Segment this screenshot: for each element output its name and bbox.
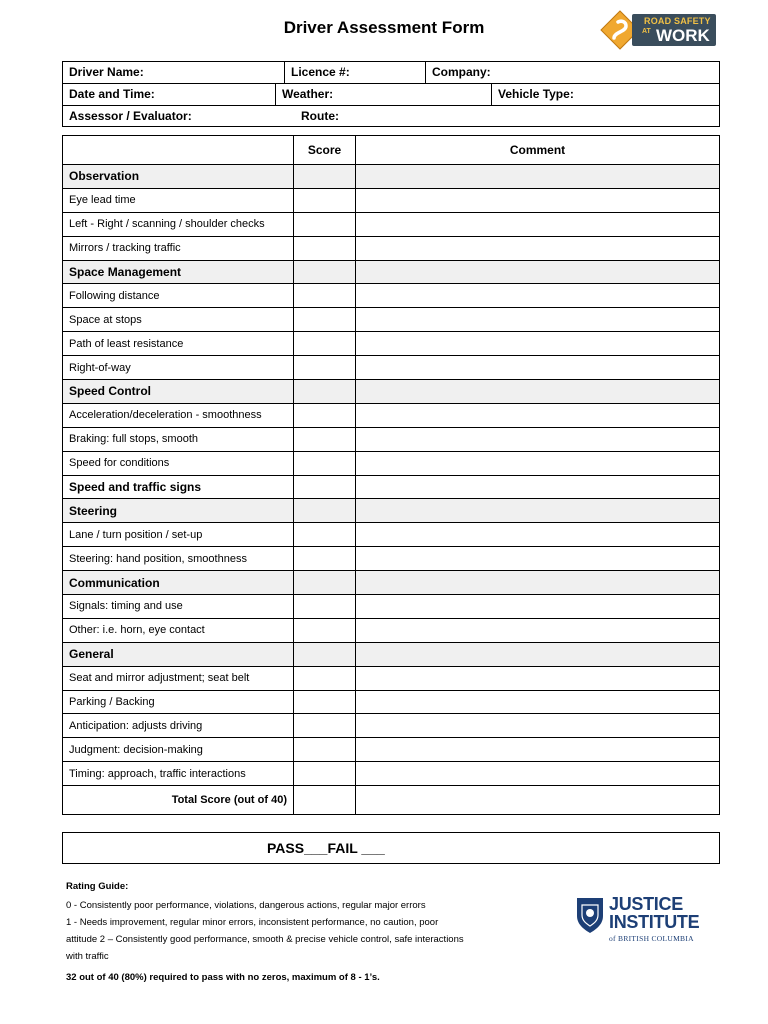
criteria-row — [63, 403, 720, 427]
section-label: Communication — [63, 571, 294, 595]
header-criteria — [63, 136, 294, 165]
assessment-table — [62, 135, 720, 815]
comment-cell[interactable] — [356, 236, 720, 260]
logo-text-bc: of BRITISH COLUMBIA — [609, 934, 694, 943]
criteria-label: Timing: approach, traffic interactions — [63, 762, 294, 786]
vehicle-type-field[interactable]: Vehicle Type: — [491, 84, 721, 105]
page-title: Driver Assessment Form — [283, 18, 485, 37]
criteria-label: Space at stops — [63, 308, 294, 332]
total-score-label: Total Score (out of 40) — [63, 786, 294, 815]
score-cell[interactable] — [294, 475, 356, 499]
rating-guide-line: attitude 2 – Consistently good performance, smooth & precise vehicle control, safe interactions — [66, 934, 464, 945]
criteria-row — [63, 714, 720, 738]
weather-field[interactable]: Weather: — [275, 84, 491, 105]
comment-cell[interactable] — [356, 738, 720, 762]
driver-info-box — [62, 61, 720, 127]
criteria-label: Following distance — [63, 284, 294, 308]
comment-cell[interactable] — [356, 403, 720, 427]
comment-cell — [356, 642, 720, 666]
info-row-1 — [63, 62, 719, 84]
criteria-label: Other: i.e. horn, eye contact — [63, 618, 294, 642]
criteria-label: Anticipation: adjusts driving — [63, 714, 294, 738]
score-cell[interactable] — [294, 738, 356, 762]
criteria-label: Parking / Backing — [63, 690, 294, 714]
score-cell[interactable] — [294, 714, 356, 738]
comment-cell[interactable] — [356, 356, 720, 380]
criteria-row — [63, 618, 720, 642]
comment-cell[interactable] — [356, 762, 720, 786]
section-label: General — [63, 642, 294, 666]
criteria-label: Path of least resistance — [63, 332, 294, 356]
criteria-label: Lane / turn position / set-up — [63, 523, 294, 547]
comment-cell[interactable] — [356, 308, 720, 332]
criteria-row — [63, 188, 720, 212]
comment-cell[interactable] — [356, 188, 720, 212]
comment-cell[interactable] — [356, 690, 720, 714]
rating-guide — [66, 878, 516, 986]
comment-cell[interactable] — [356, 284, 720, 308]
pass-requirement: 32 out of 40 (80%) required to pass with no zeros, maximum of 8 - 1’s. — [66, 972, 380, 983]
criteria-label: Signals: timing and use — [63, 595, 294, 619]
logo-text-at: AT — [642, 28, 651, 35]
score-cell[interactable] — [294, 403, 356, 427]
score-cell[interactable] — [294, 427, 356, 451]
criteria-row — [63, 475, 720, 499]
score-cell[interactable] — [294, 595, 356, 619]
section-label: Space Management — [63, 260, 294, 284]
criteria-row — [63, 690, 720, 714]
criteria-row — [63, 308, 720, 332]
score-cell[interactable] — [294, 618, 356, 642]
criteria-label: Right-of-way — [63, 356, 294, 380]
comment-cell[interactable] — [356, 714, 720, 738]
section-row — [63, 380, 720, 404]
comment-cell[interactable] — [356, 618, 720, 642]
logo-text-work: WORK — [656, 26, 710, 45]
justice-institute-logo — [575, 894, 707, 946]
criteria-label: Eye lead time — [63, 188, 294, 212]
table-header-row — [63, 136, 720, 165]
score-cell[interactable] — [294, 690, 356, 714]
rating-guide-line: with traffic — [66, 951, 109, 962]
pass-fail-text[interactable]: PASS___FAIL ___ — [267, 840, 385, 856]
criteria-row — [63, 356, 720, 380]
score-cell[interactable] — [294, 666, 356, 690]
score-cell[interactable] — [294, 284, 356, 308]
criteria-row — [63, 451, 720, 475]
criteria-row — [63, 595, 720, 619]
assessor-field[interactable]: Assessor / Evaluator: — [69, 109, 192, 123]
comment-cell[interactable] — [356, 595, 720, 619]
criteria-row — [63, 547, 720, 571]
score-cell[interactable] — [294, 308, 356, 332]
date-time-field[interactable]: Date and Time: — [69, 87, 155, 101]
score-cell[interactable] — [294, 762, 356, 786]
score-cell — [294, 260, 356, 284]
rating-guide-line: 0 - Consistently poor performance, violations, dangerous actions, regular major errors — [66, 900, 426, 911]
criteria-row — [63, 236, 720, 260]
score-cell[interactable] — [294, 356, 356, 380]
criteria-row — [63, 332, 720, 356]
logo-text-justice: JUSTICE — [609, 894, 683, 914]
score-cell[interactable] — [294, 188, 356, 212]
info-row-3 — [63, 106, 719, 128]
score-cell — [294, 165, 356, 189]
comment-cell[interactable] — [356, 427, 720, 451]
comment-cell[interactable] — [356, 451, 720, 475]
criteria-label: Judgment: decision-making — [63, 738, 294, 762]
score-cell[interactable] — [294, 236, 356, 260]
total-score-row — [63, 786, 720, 815]
section-row — [63, 165, 720, 189]
info-row-2 — [63, 84, 719, 106]
criteria-row — [63, 427, 720, 451]
score-cell — [294, 380, 356, 404]
licence-field[interactable]: Licence #: — [284, 62, 425, 83]
criteria-row — [63, 666, 720, 690]
comment-cell[interactable] — [356, 475, 720, 499]
logo-text-institute: INSTITUTE — [609, 912, 700, 932]
total-score-cell[interactable] — [294, 786, 356, 815]
comment-cell — [356, 260, 720, 284]
rating-guide-heading: Rating Guide: — [66, 881, 129, 892]
pass-fail-box — [62, 832, 720, 864]
score-cell[interactable] — [294, 451, 356, 475]
company-field[interactable]: Company: — [425, 62, 721, 83]
criteria-label: Speed and traffic signs — [63, 475, 294, 499]
comment-cell[interactable] — [356, 666, 720, 690]
assessment-table-body — [63, 165, 720, 815]
comment-cell[interactable] — [356, 523, 720, 547]
score-cell — [294, 499, 356, 523]
total-comment-cell[interactable] — [356, 786, 720, 815]
criteria-row — [63, 212, 720, 236]
section-row — [63, 499, 720, 523]
criteria-label: Speed for conditions — [63, 451, 294, 475]
section-label: Observation — [63, 165, 294, 189]
score-cell[interactable] — [294, 523, 356, 547]
criteria-label: Acceleration/deceleration - smoothness — [63, 403, 294, 427]
comment-cell — [356, 571, 720, 595]
section-label: Steering — [63, 499, 294, 523]
comment-cell — [356, 380, 720, 404]
comment-cell — [356, 165, 720, 189]
score-cell[interactable] — [294, 547, 356, 571]
logo-text-road-safety: ROAD SAFETY — [644, 16, 711, 26]
criteria-label: Steering: hand position, smoothness — [63, 547, 294, 571]
score-cell[interactable] — [294, 212, 356, 236]
section-row — [63, 642, 720, 666]
section-row — [63, 260, 720, 284]
comment-cell[interactable] — [356, 212, 720, 236]
driver-name-field[interactable]: Driver Name: — [69, 65, 144, 79]
score-cell — [294, 642, 356, 666]
section-label: Speed Control — [63, 380, 294, 404]
rating-guide-line: 1 - Needs improvement, regular minor errors, inconsistent performance, no caution, poor — [66, 917, 439, 928]
comment-cell[interactable] — [356, 547, 720, 571]
criteria-row — [63, 284, 720, 308]
header-score: Score — [294, 136, 356, 165]
header-comment: Comment — [356, 136, 720, 165]
route-field[interactable]: Route: — [301, 109, 339, 123]
road-safety-at-work-logo — [598, 8, 720, 52]
criteria-row — [63, 523, 720, 547]
comment-cell — [356, 499, 720, 523]
criteria-label: Braking: full stops, smooth — [63, 427, 294, 451]
criteria-label: Seat and mirror adjustment; seat belt — [63, 666, 294, 690]
criteria-row — [63, 762, 720, 786]
criteria-row — [63, 738, 720, 762]
criteria-label: Left - Right / scanning / shoulder checks — [63, 212, 294, 236]
section-row — [63, 571, 720, 595]
score-cell — [294, 571, 356, 595]
score-cell[interactable] — [294, 332, 356, 356]
comment-cell[interactable] — [356, 332, 720, 356]
shield-icon — [575, 896, 605, 934]
criteria-label: Mirrors / tracking traffic — [63, 236, 294, 260]
